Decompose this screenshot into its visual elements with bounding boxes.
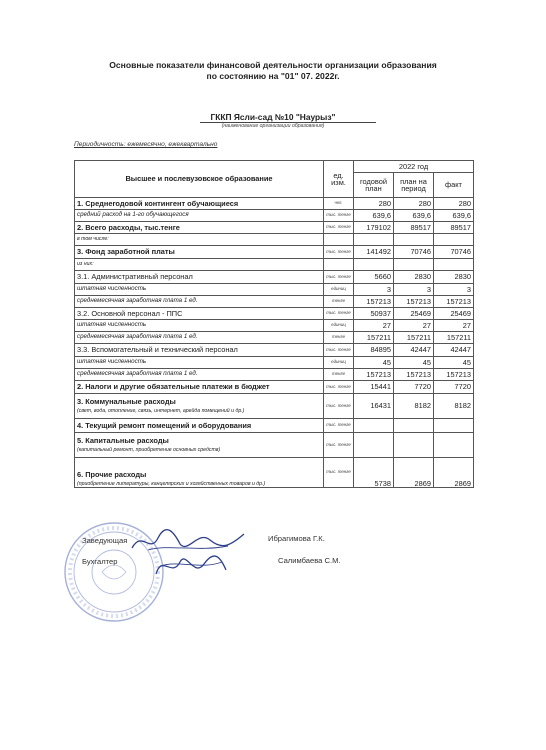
table-row-period: 70746 [394, 246, 434, 259]
table-row-fact: 42447 [434, 344, 474, 357]
table-row-annual: 179102 [354, 222, 394, 234]
table-row-period [394, 433, 434, 458]
header-annual-plan: годовой план [354, 173, 394, 198]
table-row-unit: тыс. тенге [324, 210, 354, 222]
table-row-annual: 157213 [354, 296, 394, 308]
table-row-label [75, 433, 324, 458]
table-row-fact: 70746 [434, 246, 474, 259]
table-row-label: штатная численность [75, 284, 324, 296]
table-row [75, 210, 474, 222]
table-row-label: 2. Налоги и другие обязательные платежи в бюджет [75, 381, 324, 394]
table-row-label: в том числе: [75, 234, 324, 246]
table-row-label: средний расход на 1-го обучающегося [75, 210, 324, 222]
table-row-fact: 2869 [434, 458, 474, 488]
table-row-annual [354, 234, 394, 246]
table-row-unit: единиц [324, 284, 354, 296]
table-row-period: 8182 [394, 394, 434, 419]
table-row-period [394, 419, 434, 433]
table-row-unit: единиц [324, 320, 354, 332]
table-row [75, 284, 474, 296]
table-row-unit: единиц [324, 357, 354, 369]
table-row [75, 296, 474, 308]
table-row-unit: тыс. тенге [324, 381, 354, 394]
head-name: Ибрагимова Г.К. [268, 534, 325, 543]
table-row-unit: чел. [324, 198, 354, 210]
table-row-period: 42447 [394, 344, 434, 357]
table-row [75, 344, 474, 357]
utilities-note: (свет, вода, отопление, связь, интернет, арейда помещений и др.) [77, 407, 245, 414]
head-role: Заведующая [82, 536, 128, 545]
table-row-annual: 3 [354, 284, 394, 296]
table-row-fact: 27 [434, 320, 474, 332]
table-row-period: 280 [394, 198, 434, 210]
other-expenses-label: 6. Прочие расходы [77, 470, 147, 480]
header-unit: ед. изм. [324, 161, 354, 198]
table-row-annual: 84895 [354, 344, 394, 357]
table-row-annual: 280 [354, 198, 394, 210]
repairs-label: 4. Текущий ремонт помещений и оборудования [75, 419, 324, 433]
accountant-name: Салимбаева С.М. [278, 556, 341, 565]
table-row-annual: 16431 [354, 394, 394, 419]
table-row-fact: 89517 [434, 222, 474, 234]
table-row-label: 3.2. Основной персонал - ППС [75, 308, 324, 320]
header-year: 2022 год [354, 161, 474, 173]
table-row-annual [354, 433, 394, 458]
table-row [75, 369, 474, 381]
table-row-label: 1. Среднегодовой контингент обучающиеся [75, 198, 324, 210]
table-row [75, 381, 474, 394]
table-row-annual: 45 [354, 357, 394, 369]
table-row-label: штатная численность [75, 357, 324, 369]
table-row-unit: тыс. тенге [324, 433, 354, 458]
document-title-line2: по состоянию на "01" 07. 2022г. [206, 71, 340, 81]
organization-name: ГККП Ясли-сад №10 "Наурыз" [210, 112, 336, 122]
table-row-fact: 2830 [434, 271, 474, 284]
table-row-unit: тенге [324, 296, 354, 308]
table-row-period: 157213 [394, 296, 434, 308]
table-row-period: 157213 [394, 369, 434, 381]
table-row-annual: 27 [354, 320, 394, 332]
table-row [75, 357, 474, 369]
header-category: Высшее и послевузовское образование [75, 161, 324, 198]
table-row [75, 234, 474, 246]
table-row-unit: тенге [324, 332, 354, 344]
table-row-unit: тыс. тенге [324, 458, 354, 488]
table-row-label: среднемесячная заработная плата 1 ед. [75, 332, 324, 344]
table-row-annual: 50937 [354, 308, 394, 320]
table-row-period: 157211 [394, 332, 434, 344]
table-row-unit: тыс. тенге [324, 271, 354, 284]
table-row-annual [354, 419, 394, 433]
table-row-annual [354, 259, 394, 271]
table-row-period: 45 [394, 357, 434, 369]
table-row-period: 27 [394, 320, 434, 332]
accountant-signature [150, 548, 230, 582]
table-row-label: штатная численность [75, 320, 324, 332]
table-row-annual: 157211 [354, 332, 394, 344]
utilities-label: 3. Коммунальные расходы [77, 397, 176, 407]
table-row-fact: 25469 [434, 308, 474, 320]
table-row-label: 2. Всего расходы, тыс.тенге [75, 222, 324, 234]
table-row-unit [324, 234, 354, 246]
table-row-fact: 157211 [434, 332, 474, 344]
table-row-label [75, 394, 324, 419]
table-row-fact: 157213 [434, 369, 474, 381]
table-row-unit: тыс. тенге [324, 308, 354, 320]
table-row-fact [434, 234, 474, 246]
table-row-unit: тыс. тенге [324, 344, 354, 357]
table-row [75, 259, 474, 271]
table-row-fact: 7720 [434, 381, 474, 394]
table-row-fact [434, 419, 474, 433]
table-row-period: 25469 [394, 308, 434, 320]
table-row-period: 3 [394, 284, 434, 296]
header-fact: факт [434, 173, 474, 198]
table-row [75, 246, 474, 259]
table-row [75, 271, 474, 284]
table-row-unit: тыс. тенге [324, 419, 354, 433]
accountant-role: Бухгалтер [82, 557, 118, 566]
document-title-line1: Основные показатели финансовой деятельности организации образования [109, 60, 437, 70]
table-row-label: среднемесячная заработная плата 1 ед. [75, 369, 324, 381]
table-row-annual: 141492 [354, 246, 394, 259]
financial-indicators-table [74, 160, 474, 488]
table-row-period: 7720 [394, 381, 434, 394]
table-row-label: 3.3. Вспомогательный и технический персонал [75, 344, 324, 357]
table-row-fact: 45 [434, 357, 474, 369]
table-row [75, 222, 474, 234]
table-row-fact: 8182 [434, 394, 474, 419]
table-row-fact: 280 [434, 198, 474, 210]
capital-label: 5. Капитальные расходы [77, 436, 169, 446]
table-row-fact: 157213 [434, 296, 474, 308]
table-row-fact: 3 [434, 284, 474, 296]
table-row-period: 89517 [394, 222, 434, 234]
table-row [75, 320, 474, 332]
table-row-period: 2869 [394, 458, 434, 488]
table-row-annual: 639,6 [354, 210, 394, 222]
table-row-unit: тыс. тенге [324, 394, 354, 419]
table-row-fact: 639,6 [434, 210, 474, 222]
table-row-fact [434, 259, 474, 271]
table-row-annual: 5660 [354, 271, 394, 284]
table-row-annual: 5738 [354, 458, 394, 488]
table-row-annual: 157213 [354, 369, 394, 381]
header-period-plan: план на период [394, 173, 434, 198]
table-row [75, 198, 474, 210]
table-row-label: 3. Фонд заработной платы [75, 246, 324, 259]
table-row-label [75, 458, 324, 488]
table-row-label: из них: [75, 259, 324, 271]
table-row-unit: тыс. тенге [324, 222, 354, 234]
table-row [75, 332, 474, 344]
table-row-period: 639,6 [394, 210, 434, 222]
table-row-period [394, 234, 434, 246]
table-row [75, 308, 474, 320]
other-expenses-note: (приобретение литературы, канцелярских и хозяйственных товаров и др.) [77, 480, 266, 487]
periodicity-note: Периодичность: ежемесячно, ежеквартально [74, 141, 218, 148]
table-row-label: среднемесячная заработная плата 1 ед. [75, 296, 324, 308]
table-row-unit: тыс. тенге [324, 246, 354, 259]
table-row-unit: тенге [324, 369, 354, 381]
table-row-label: 3.1. Административный персонал [75, 271, 324, 284]
table-row-period: 2830 [394, 271, 434, 284]
table-row-fact [434, 433, 474, 458]
table-row-unit [324, 259, 354, 271]
capital-note: (капитальный ремонт, приобретение основных средств) [77, 446, 221, 453]
table-row-annual: 15441 [354, 381, 394, 394]
organization-note: (наименование организации образования) [221, 123, 325, 129]
table-row-period [394, 259, 434, 271]
